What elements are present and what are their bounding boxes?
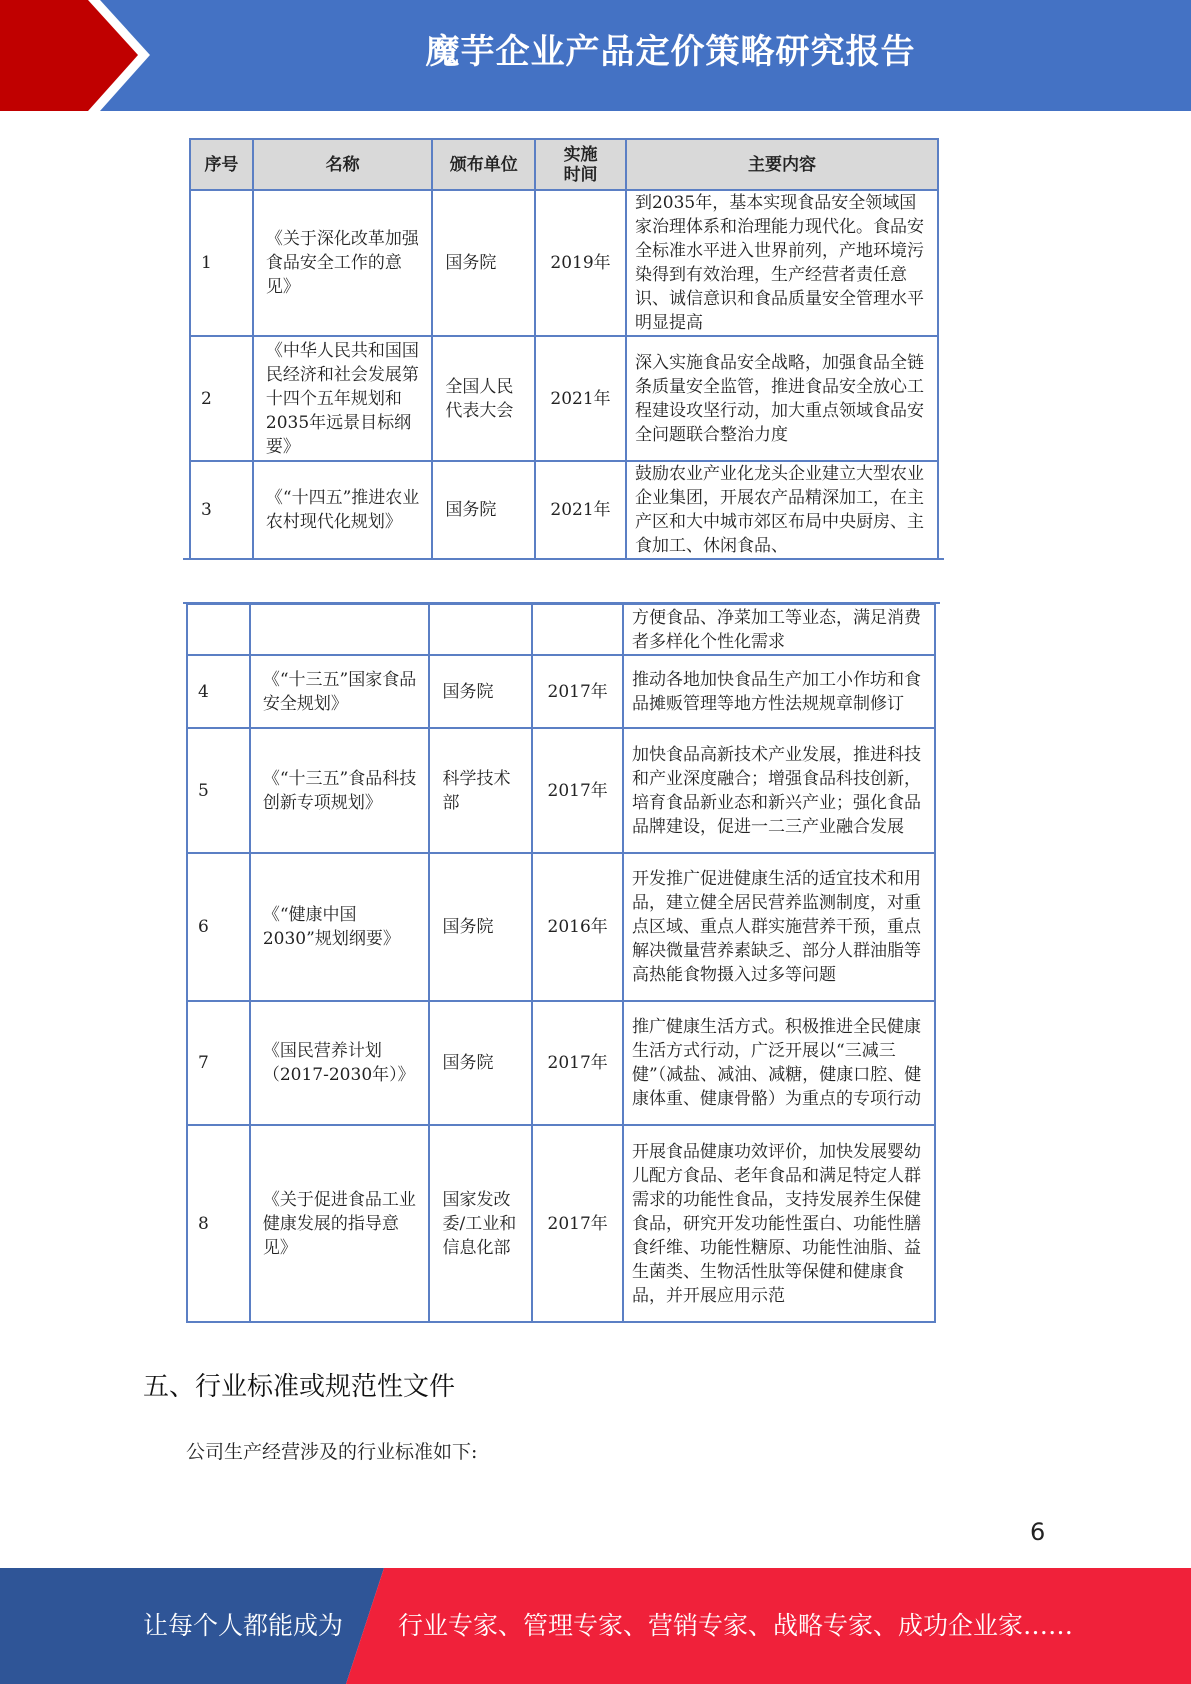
- table-row: [190, 190, 938, 336]
- row-issuer: [429, 604, 532, 655]
- row-name: 《关于深化改革加强食品安全工作的意见》: [253, 190, 433, 336]
- table-row: [187, 853, 935, 1001]
- row-num: 7: [187, 1001, 250, 1125]
- row-num: 1: [190, 190, 253, 336]
- header-time-line2: 时间: [563, 164, 598, 185]
- row-issuer: 国务院: [429, 655, 532, 728]
- header-num: 序号: [190, 139, 253, 190]
- header-time: [535, 139, 626, 190]
- row-year: 2021年: [535, 461, 626, 559]
- table-row: [187, 1125, 935, 1322]
- report-title: 魔芋企业产品定价策略研究报告: [425, 32, 916, 72]
- header-content: 主要内容: [626, 139, 938, 190]
- row-year: [532, 604, 623, 655]
- row-year: 2019年: [535, 190, 626, 336]
- header-issuer: 颁布单位: [432, 139, 535, 190]
- row-name: 《“十三五”国家食品安全规划》: [250, 655, 430, 728]
- row-name: 《“十三五”食品科技创新专项规划》: [250, 728, 430, 853]
- row-year: 2016年: [532, 853, 623, 1001]
- row-content: 开展食品健康功效评价，加快发展婴幼儿配方食品、老年食品和满足特定人群需求的功能性食品，支持发展养生保健食品，研究开发功能性蛋白、功能性膳食纤维、功能性糖原、功能性油脂、益生菌类、生物活性肽等保健和健康食品，并开展应用示范: [623, 1125, 935, 1322]
- row-content: 到2035年，基本实现食品安全领域国家治理体系和治理能力现代化。食品安全标准水平进入世界前列，产地环境污染得到有效治理，生产经营者责任意识、诚信意识和食品质量安全管理水平明显提高: [626, 190, 938, 336]
- row-content: 推广健康生活方式。积极推进全民健康生活方式行动，广泛开展以“三减三健”（减盐、减油、减糖，健康口腔、健康体重、健康骨骼）为重点的专项行动: [623, 1001, 935, 1125]
- row-num: 2: [190, 336, 253, 461]
- row-num: 4: [187, 655, 250, 728]
- row-name: 《中华人民共和国国民经济和社会发展第十四个五年规划和2035年远景目标纲要》: [253, 336, 433, 461]
- table-header-row: [190, 139, 938, 190]
- row-year: 2017年: [532, 655, 623, 728]
- row-name: 《关于促进食品工业健康发展的指导意见》: [250, 1125, 430, 1322]
- row-issuer: 国务院: [429, 1001, 532, 1125]
- row-content: 深入实施食品安全战略，加强食品全链条质量安全监管，推进食品安全放心工程建设攻坚行动，加大重点领域食品安全问题联合整治力度: [626, 336, 938, 461]
- page-header: [0, 0, 1191, 111]
- table-row: [190, 461, 938, 559]
- table-row: [187, 1001, 935, 1125]
- row-issuer: 国务院: [432, 461, 535, 559]
- row-issuer: 国务院: [429, 853, 532, 1001]
- row-content: 加快食品高新技术产业发展，推进科技和产业深度融合；增强食品科技创新，培育食品新业态和新兴产业；强化食品品牌建设，促进一二三产业融合发展: [623, 728, 935, 853]
- table-row: [187, 655, 935, 728]
- row-content: 推动各地加快食品生产加工小作坊和食品摊贩管理等地方性法规规章制修订: [623, 655, 935, 728]
- row-year: 2021年: [535, 336, 626, 461]
- row-name: 《国民营养计划（2017-2030年）》: [250, 1001, 430, 1125]
- footer-slogan-right: 行业专家、管理专家、营销专家、战略专家、成功企业家……: [398, 1611, 1074, 1640]
- row-num: [187, 604, 250, 655]
- row-issuer: 国务院: [432, 190, 535, 336]
- table-row-continuation: [187, 604, 935, 655]
- table-row: [190, 336, 938, 461]
- page-number: 6: [1030, 1518, 1046, 1546]
- section-heading: 五、行业标准或规范性文件: [143, 1372, 456, 1402]
- row-year: 2017年: [532, 1001, 623, 1125]
- row-name: 《“十四五”推进农业农村现代化规划》: [253, 461, 433, 559]
- header-arrow-icon: [0, 0, 160, 111]
- row-issuer: 国家发改委/工业和信息化部: [429, 1125, 532, 1322]
- section-intro: 公司生产经营涉及的行业标准如下:: [186, 1441, 478, 1463]
- policy-table-part2: [186, 603, 936, 1323]
- row-num: 6: [187, 853, 250, 1001]
- table-break-line: [183, 558, 944, 560]
- table-row: [187, 728, 935, 853]
- header-name: 名称: [253, 139, 433, 190]
- header-time-line1: 实施: [563, 144, 598, 165]
- row-content: 方便食品、净菜加工等业态，满足消费者多样化个性化需求: [623, 604, 935, 655]
- policy-table-part1: [189, 138, 939, 560]
- row-year: 2017年: [532, 728, 623, 853]
- row-issuer: 科学技术部: [429, 728, 532, 853]
- row-issuer: 全国人民代表大会: [432, 336, 535, 461]
- row-num: 3: [190, 461, 253, 559]
- row-name: 《“健康中国2030”规划纲要》: [250, 853, 430, 1001]
- row-name: [250, 604, 430, 655]
- row-num: 8: [187, 1125, 250, 1322]
- row-year: 2017年: [532, 1125, 623, 1322]
- page-footer: [0, 1568, 1191, 1684]
- footer-slogan-left: 让每个人都能成为: [143, 1611, 344, 1640]
- row-content: 鼓励农业产业化龙头企业建立大型农业企业集团，开展农产品精深加工，在主产区和大中城市郊区布局中央厨房、主食加工、休闲食品、: [626, 461, 938, 559]
- row-num: 5: [187, 728, 250, 853]
- row-content: 开发推广促进健康生活的适宜技术和用品，建立健全居民营养监测制度，对重点区域、重点人群实施营养干预，重点解决微量营养素缺乏、部分人群油脂等高热能食物摄入过多等问题: [623, 853, 935, 1001]
